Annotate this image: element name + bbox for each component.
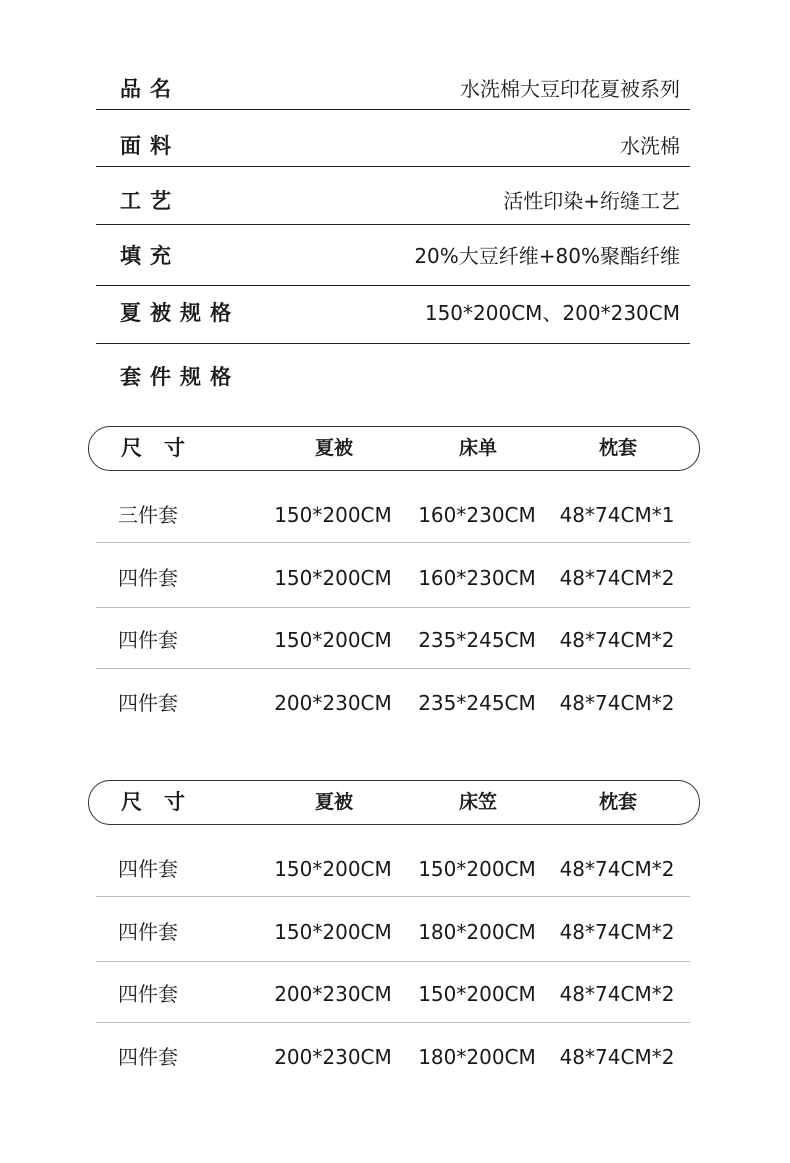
quilt-size: 200*230CM [274, 982, 392, 1006]
quilt-size: 200*230CM [274, 1045, 392, 1069]
spec-label: 填充 [120, 244, 180, 268]
sheet-size: 160*230CM [418, 566, 536, 590]
table-row [96, 609, 690, 671]
set-type: 四件套 [118, 1045, 178, 1069]
spec-row-craft [96, 179, 690, 223]
table-row [96, 901, 690, 963]
spec-row-filling [96, 234, 690, 278]
sheet-size: 235*245CM [418, 628, 536, 652]
table-row [96, 1026, 690, 1088]
spec-row-name [96, 67, 690, 111]
spec-label: 面料 [120, 134, 180, 158]
divider [96, 1022, 690, 1023]
sheet-size: 235*245CM [418, 691, 536, 715]
divider [96, 343, 690, 344]
set-type: 四件套 [118, 920, 178, 944]
header-size: 尺寸 [121, 436, 207, 460]
fitted-sheet-size: 150*200CM [418, 982, 536, 1006]
pillowcase-size: 48*74CM*2 [559, 628, 675, 652]
pillowcase-size: 48*74CM*2 [559, 691, 675, 715]
table-row [96, 672, 690, 734]
fitted-sheet-size: 180*200CM [418, 1045, 536, 1069]
divider [96, 607, 690, 608]
table-row [96, 547, 690, 609]
quilt-size: 150*200CM [274, 628, 392, 652]
spec-value: 20%大豆纤维+80%聚酯纤维 [414, 244, 680, 268]
spec-value: 150*200CM、200*230CM [424, 301, 680, 325]
header-quilt: 夏被 [314, 791, 353, 813]
divider [96, 668, 690, 669]
divider [96, 285, 690, 286]
header-sheet: 床单 [458, 437, 497, 459]
spec-label: 夏被规格 [120, 301, 240, 325]
spec-label: 工艺 [120, 189, 180, 213]
quilt-size: 150*200CM [274, 566, 392, 590]
table-header [88, 780, 700, 825]
table-row [96, 963, 690, 1025]
table-row [96, 838, 690, 900]
sheet-size: 160*230CM [418, 503, 536, 527]
spec-label: 套件规格 [120, 365, 240, 389]
pillowcase-size: 48*74CM*1 [559, 503, 675, 527]
header-pillowcase: 枕套 [598, 791, 637, 813]
table-row [96, 484, 690, 546]
set-type: 三件套 [118, 503, 178, 527]
spec-row-fabric [96, 124, 690, 168]
quilt-size: 150*200CM [274, 857, 392, 881]
pillowcase-size: 48*74CM*2 [559, 982, 675, 1006]
fitted-sheet-size: 150*200CM [418, 857, 536, 881]
set-type: 四件套 [118, 691, 178, 715]
table-header [88, 426, 700, 471]
divider [96, 896, 690, 897]
spec-value: 活性印染+绗缝工艺 [503, 189, 680, 213]
pillowcase-size: 48*74CM*2 [559, 566, 675, 590]
quilt-size: 200*230CM [274, 691, 392, 715]
divider [96, 961, 690, 962]
set-type: 四件套 [118, 982, 178, 1006]
set-type: 四件套 [118, 566, 178, 590]
spec-label: 品名 [120, 77, 180, 101]
header-pillowcase: 枕套 [598, 437, 637, 459]
header-size: 尺寸 [121, 790, 207, 814]
spec-value: 水洗棉 [620, 134, 680, 158]
fitted-sheet-size: 180*200CM [418, 920, 536, 944]
set-type: 四件套 [118, 628, 178, 652]
header-quilt: 夏被 [314, 437, 353, 459]
pillowcase-size: 48*74CM*2 [559, 1045, 675, 1069]
quilt-size: 150*200CM [274, 920, 392, 944]
spec-value: 水洗棉大豆印花夏被系列 [460, 77, 680, 101]
divider [96, 542, 690, 543]
divider [96, 224, 690, 225]
divider [96, 109, 690, 110]
quilt-size: 150*200CM [274, 503, 392, 527]
header-fitted-sheet: 床笠 [458, 791, 497, 813]
spec-row-quilt-size [96, 291, 690, 335]
divider [96, 166, 690, 167]
set-type: 四件套 [118, 857, 178, 881]
pillowcase-size: 48*74CM*2 [559, 920, 675, 944]
spec-row-set-size [96, 355, 690, 399]
pillowcase-size: 48*74CM*2 [559, 857, 675, 881]
